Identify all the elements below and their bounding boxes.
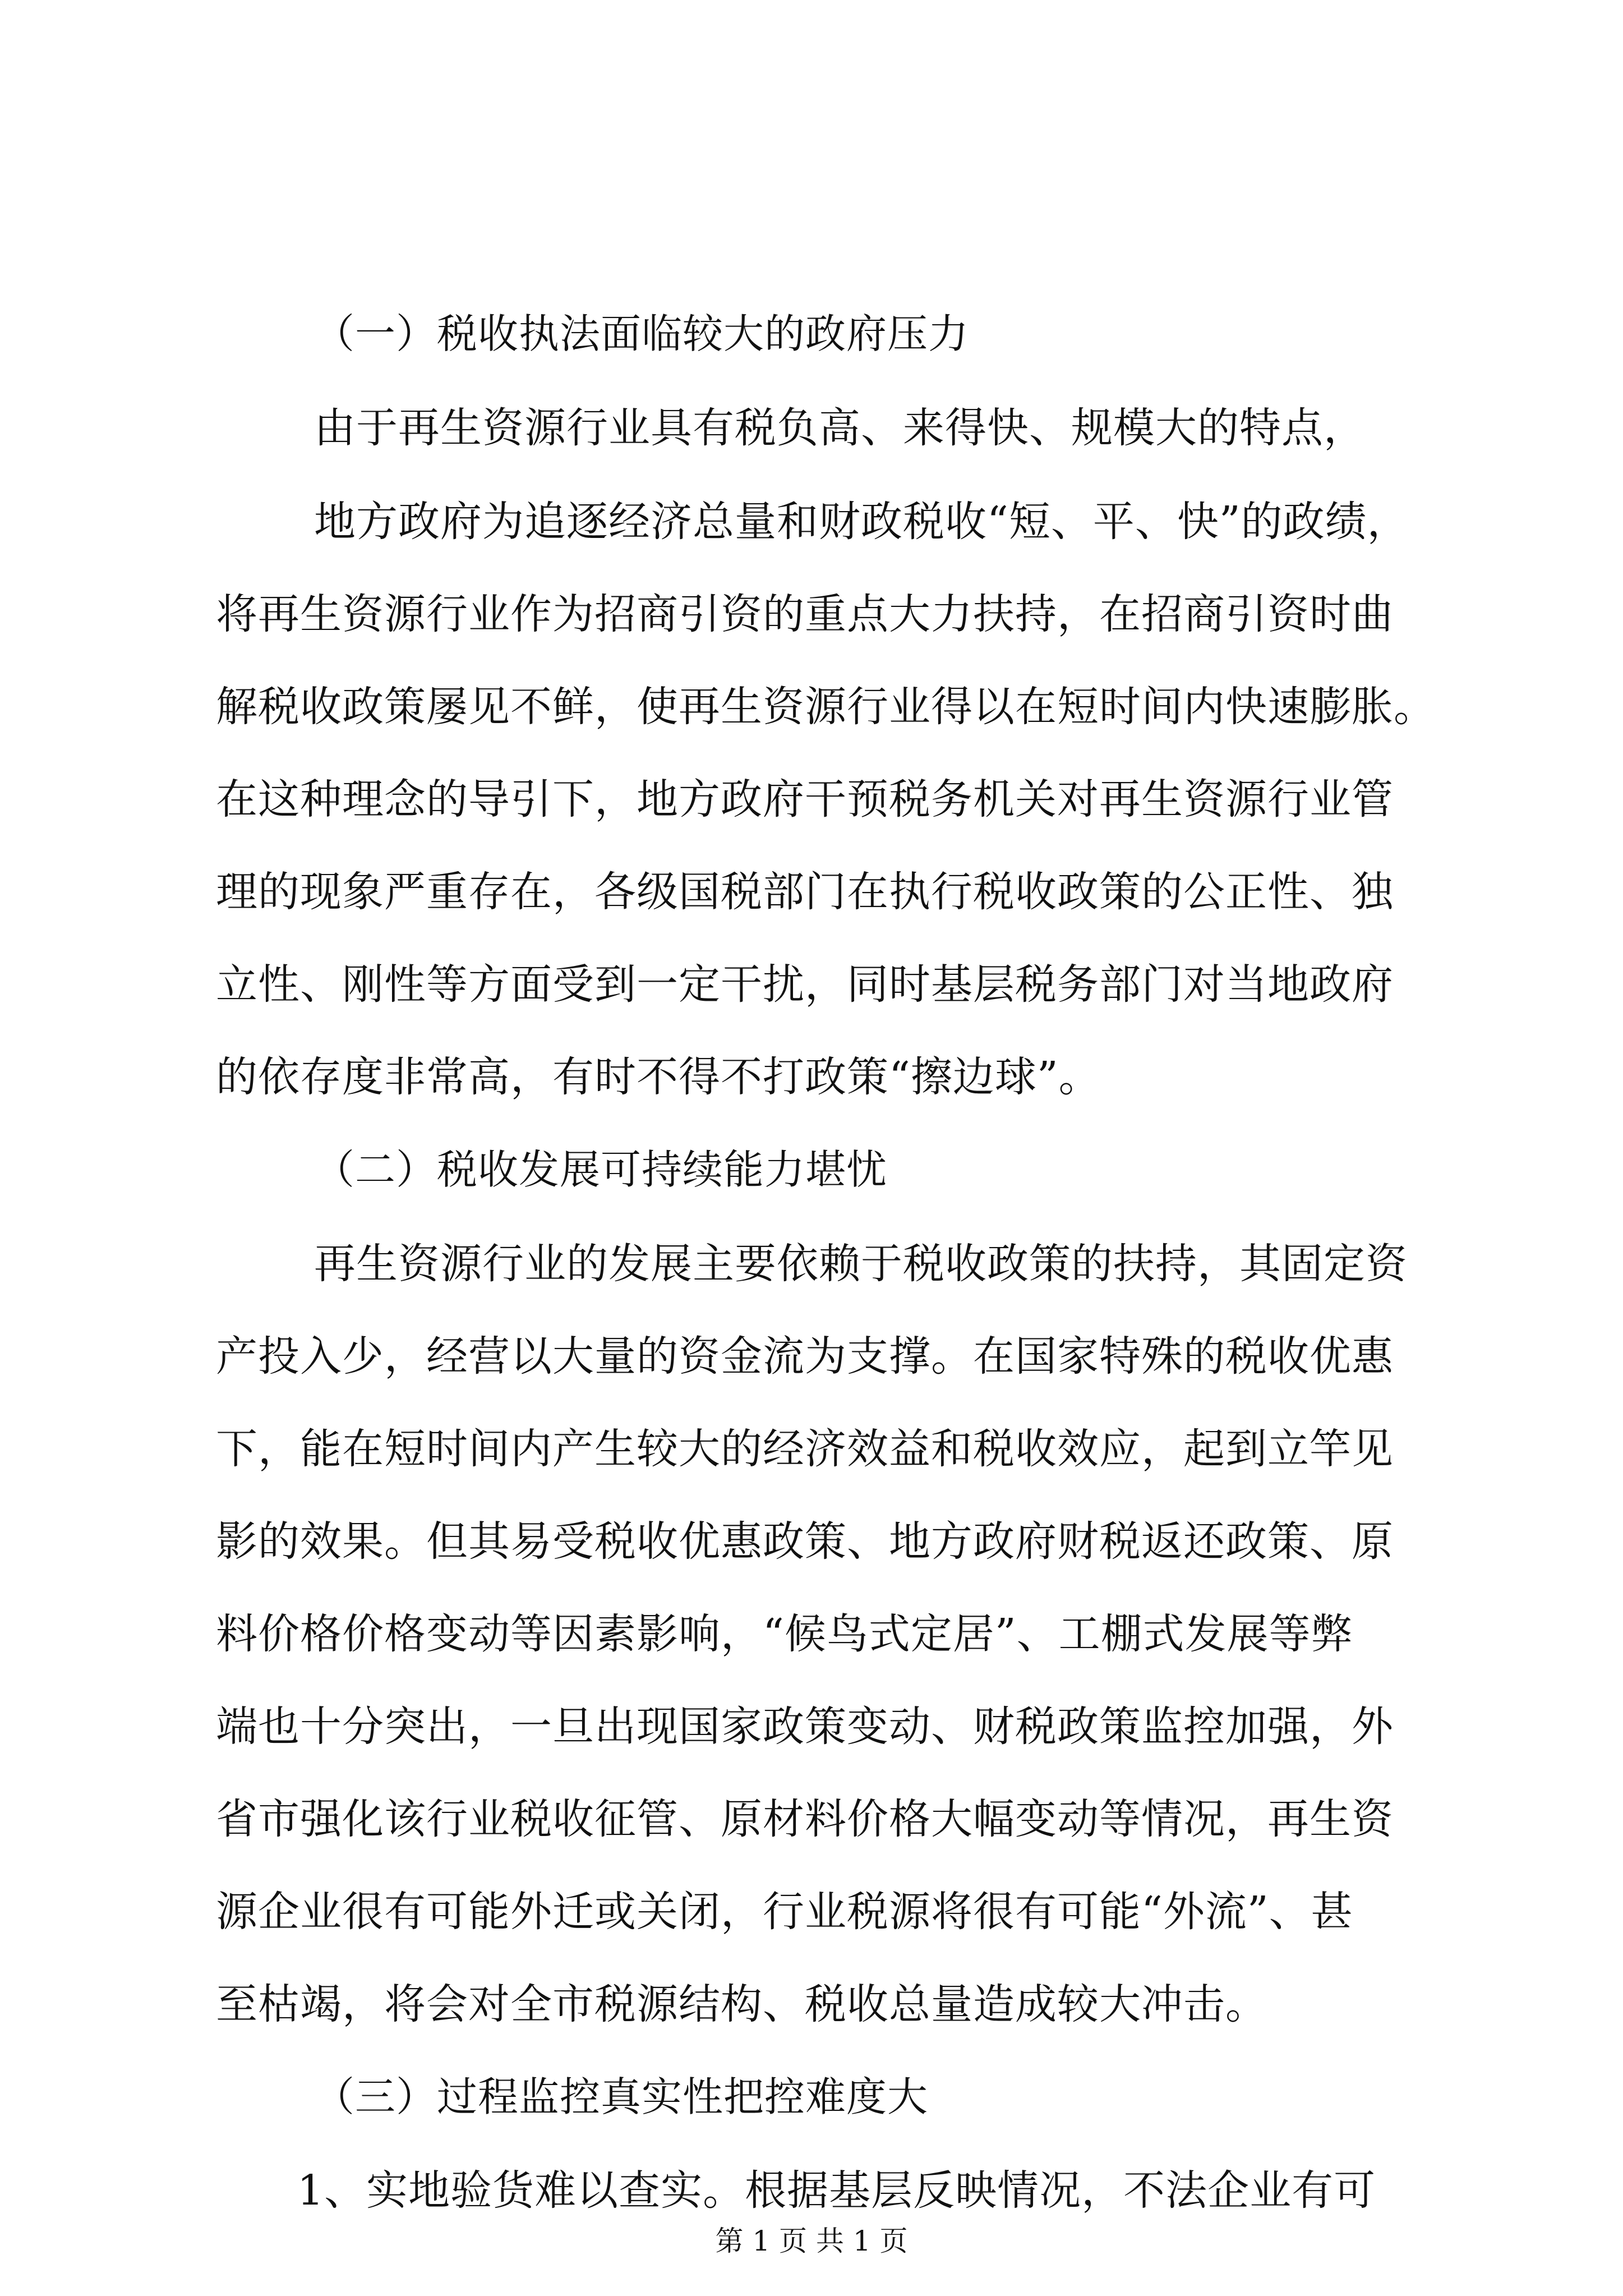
paragraph-line: 至枯竭，将会对全市税源结构、税收总量造成较大冲击。 — [216, 1980, 1267, 2028]
paragraph-line: 端也十分突出，一旦出现国家政策变动、财税政策监控加强，外 — [216, 1703, 1394, 1751]
paragraph-line: 将再生资源行业作为招商引资的重点大力扶持，在招商引资时曲 — [216, 590, 1394, 638]
section-heading-3: （三）过程监控真实性把控难度大 — [314, 2073, 929, 2120]
paragraph-line: 在这种理念的导引下，地方政府干预税务机关对再生资源行业管 — [216, 775, 1394, 823]
section-heading-1: （一）税收执法面临较大的政府压力 — [314, 310, 970, 357]
paragraph-line: 影的效果。但其易受税收优惠政策、地方政府财税返还政策、原 — [216, 1517, 1394, 1566]
paragraph-line: 地方政府为追逐经济总量和财政税收“短、平、快”的政绩， — [314, 498, 1409, 546]
paragraph-line: 由于再生资源行业具有税负高、来得快、规模大的特点， — [314, 404, 1366, 452]
paragraph-line: 解税收政策屡见不鲜，使再生资源行业得以在短时间内快速膨胀。 — [216, 683, 1436, 731]
paragraph-line: 1、实地验货难以查实。根据基层反映情况，不法企业有可 — [297, 2166, 1376, 2215]
paragraph-line: 立性、刚性等方面受到一定干扰，同时基层税务部门对当地政府 — [216, 960, 1394, 1009]
paragraph-line: 理的现象严重存在，各级国税部门在执行税收政策的公正性、独 — [216, 868, 1394, 916]
page-footer: 第 1 页 共 1 页 — [715, 2225, 908, 2257]
paragraph-line: 的依存度非常高，有时不得不打政策“擦边球”。 — [216, 1053, 1101, 1101]
paragraph-line: 源企业很有可能外迁或关闭，行业税源将很有可能“外流”、甚 — [216, 1888, 1353, 1936]
section-heading-2: （二）税收发展可持续能力堪忧 — [314, 1146, 888, 1193]
paragraph-line: 下，能在短时间内产生较大的经济效益和税收效应，起到立竿见 — [216, 1425, 1394, 1473]
paragraph-line: 再生资源行业的发展主要依赖于税收政策的扶持，其固定资 — [314, 1240, 1408, 1288]
paragraph-line: 省市强化该行业税收征管、原材料价格大幅变动等情况，再生资 — [216, 1795, 1394, 1843]
paragraph-line: 产投入少，经营以大量的资金流为支撑。在国家特殊的税收优惠 — [216, 1332, 1394, 1381]
paragraph-line: 料价格价格变动等因素影响，“候鸟式定居”、工棚式发展等弊 — [216, 1610, 1353, 1658]
